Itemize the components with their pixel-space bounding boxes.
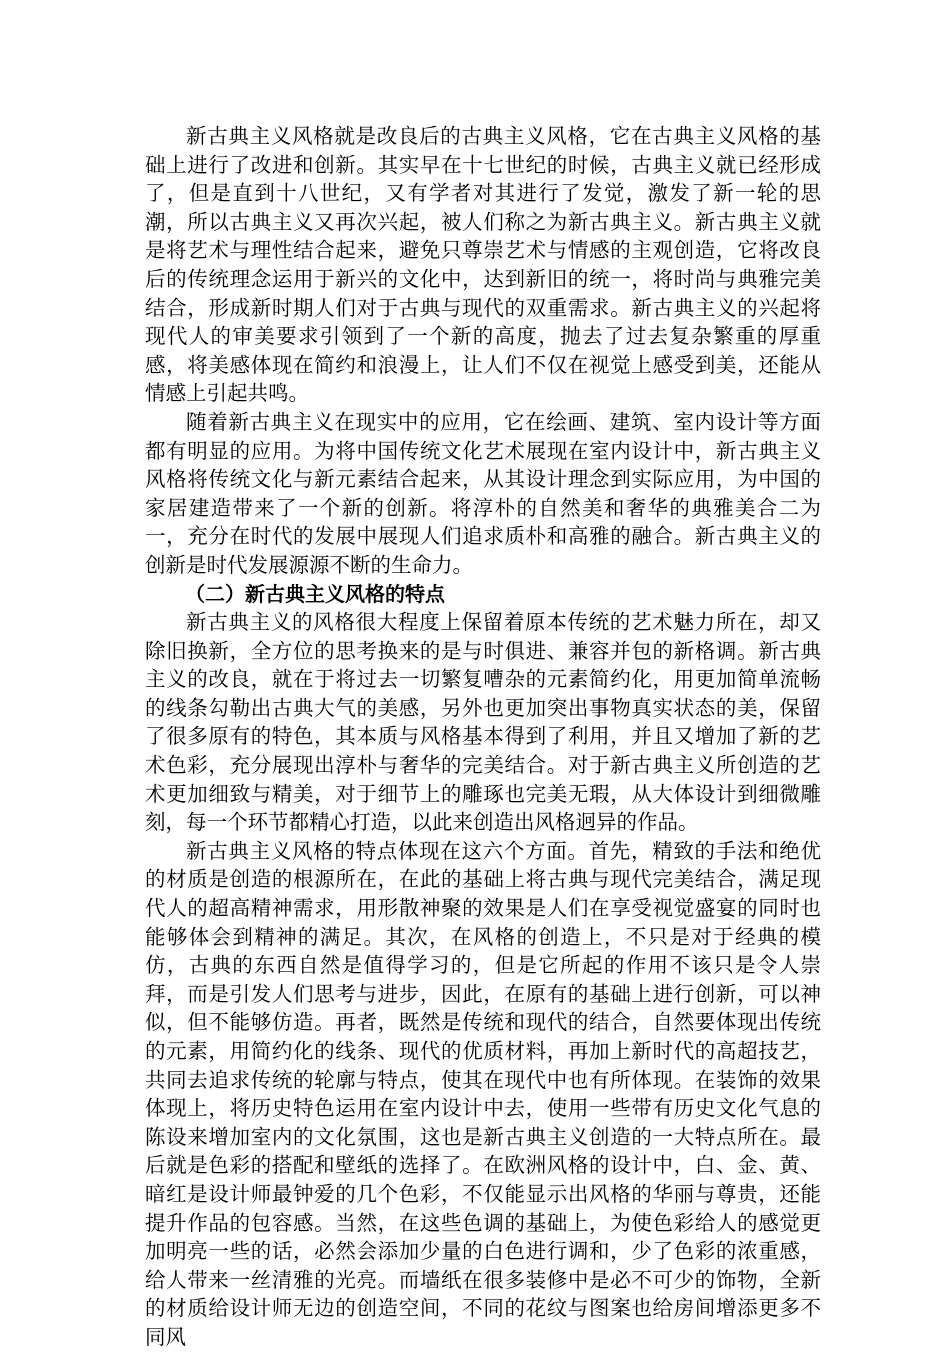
- body-paragraph-1: 新古典主义风格就是改良后的古典主义风格，它在古典主义风格的基础上进行了改进和创新。其实早在十七世纪的时候，古典主义就已经形成了，但是直到十八世纪，又有学者对其进行了发觉，激发了新一轮的思潮，所以古典主义又再次兴起，被人们称之为新古典主义。新古典主义就是将艺术与理性结合起来，避免只尊崇艺术与情感的主观创造，它将改良后的传统理念运用于新兴的文化中，达到新旧的统一，将时尚与典雅完美结合，形成新时期人们对于古典与现代的双重需求。新古典主义的兴起将现代人的审美要求引领到了一个新的高度，抛去了过去复杂繁重的厚重感，将美感体现在简约和浪漫上，让人们不仅在视觉上感受到美，还能从情感上引起共鸣。: [145, 124, 821, 406]
- section-heading: （二）新古典主义风格的特点: [185, 581, 445, 606]
- body-paragraph-2: 随着新古典主义在现实中的应用，它在绘画、建筑、室内设计等方面都有明显的应用。为将中国传统文化艺术展现在室内设计中，新古典主义风格将传统文化与新元素结合起来，从其设计理念到实际应用，为中国的家居建造带来了一个新的创新。将淳朴的自然美和奢华的典雅美合二为一，充分在时代的发展中展现人们追求质朴和高雅的融合。新古典主义的创新是时代发展源源不断的生命力。: [145, 409, 821, 577]
- body-paragraph-3: 新古典主义的风格很大程度上保留着原本传统的艺术魅力所在，却又除旧换新，全方位的思考换来的是与时俱进、兼容并包的新格调。新古典主义的改良，就在于将过去一切繁复嘈杂的元素简约化，用更加简单流畅的线条勾勒出古典大气的美感，另外也更加突出事物真实状态的美，保留了很多原有的特色，其本质与风格基本得到了利用，并且又增加了新的艺术色彩，充分展现出淳朴与奢华的完美结合。对于新古典主义所创造的艺术更加细致与精美，对于细节上的雕琢也完美无瑕，从大体设计到细微雕刻，每一个环节都精心打造，以此来创造出风格迥异的作品。: [145, 610, 821, 835]
- document-page: [145, 122, 821, 1352]
- body-paragraph-4: 新古典主义风格的特点体现在这六个方面。首先，精致的手法和绝优的材质是创造的根源所在，在此的基础上将古典与现代完美结合，满足现代人的超高精神需求，用形散神聚的效果是人们在享受视觉盛宴的同时也能够体会到精神的满足。其次，在风格的创造上，不只是对于经典的模仿，古典的东西自然是值得学习的，但是它所起的作用不该只是令人崇拜，而是引发人们思考与进步，因此，在原有的基础上进行创新，可以神似，但不能够仿造。再者，既然是传统和现代的结合，自然要体现出传统的元素，用简约化的线条、现代的优质材料，再加上新时代的高超技艺，共同去追求传统的轮廓与特点，使其在现代中也有所体现。在装饰的效果体现上，将历史特色运用在室内设计中去，使用一些带有历史文化气息的陈设来增加室内的文化氛围，这也是新古典主义创造的一大特点所在。最后就是色彩的搭配和壁纸的选择了。在欧洲风格的设计中，白、金、黄、暗红是设计师最钟爱的几个色彩，不仅能显示出风格的华丽与尊贵，还能提升作品的包容感。当然，在这些色调的基础上，为使色彩给人的感觉更加明亮一些的话，必然会添加少量的白色进行调和，少了色彩的浓重感，给人带来一丝清雅的光亮。而墙纸在很多装修中是必不可少的饰物，全新的材质给设计师无边的创造空间，不同的花纹与图案也给房间增添更多不同风: [145, 838, 821, 1349]
